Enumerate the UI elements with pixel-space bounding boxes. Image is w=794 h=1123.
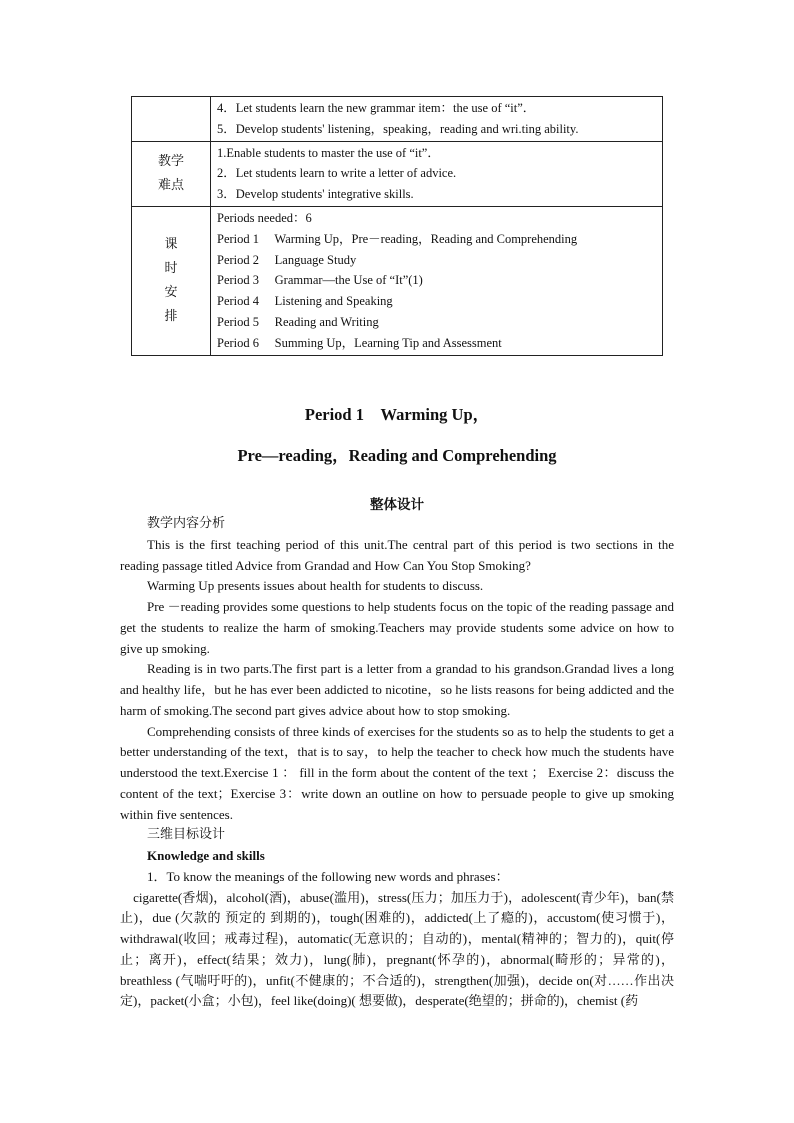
period-title-line1: Period 1 Warming Up，	[304, 405, 490, 424]
body-text	[120, 514, 674, 1012]
table-line: Period 5 Reading and Writing	[217, 314, 379, 329]
table-line: Period 4 Listening and Speaking	[217, 294, 393, 309]
table-content-cell	[211, 97, 663, 142]
section-title: 整体设计	[370, 497, 424, 513]
table-line: 1.Enable students to master the use of “it”．	[217, 145, 440, 160]
goals-heading: 三维目标设计	[147, 827, 226, 843]
paragraph: Reading is in two parts.The first part is a letter from a grandad to his grandson.Grandad lives a long and healthy life，but he has ever been addicted to nicotine，so he lists reasons for being addicted and the harm of smoking.The second part gives advice about how to stop smoking.	[120, 661, 674, 718]
table-label-cell	[132, 141, 211, 206]
label-char: 排	[164, 308, 178, 324]
label-char: 教学	[157, 153, 184, 169]
list-item: 1．To know the meanings of the following new words and phrases：	[147, 868, 509, 884]
table-line: Period 3 Grammar—the Use of “It”(1)	[217, 273, 423, 288]
table-line: Period 6 Summing Up，Learning Tip and Assessment	[217, 335, 502, 350]
table-label-cell	[132, 206, 211, 355]
table-line: Period 2 Language Study	[217, 252, 357, 267]
table-line: 2．Let students learn to write a letter of advice.	[217, 166, 457, 181]
knowledge-skills-heading: Knowledge and skills	[147, 848, 265, 863]
analysis-heading: 教学内容分析	[147, 516, 226, 531]
table-content-cell	[211, 206, 663, 355]
paragraph: This is the first teaching period of this unit.The central part of this period is two sections in the reading passage titled Advice from Grandad and How Can You Stop Smoking?	[120, 536, 674, 573]
vocabulary-list: cigarette(香烟)，alcohol(酒)，abuse(滥用)，stress(压力；加压力于)，adolescent(青少年)，ban(禁止)，due (欠款的 预定的 到期的)，tough(困难的)，addicted(上了瘾的)，accustom(使习惯于)，withdrawal(收回；戒毒过程)，automatic(无意识的；自动的)，mental(精神的；智力的)，quit(停止；离开)，effect(结果；效力)，lung(肺)，pregnant(怀孕的)，abnormal(畸形的；异常的)，breathless (气喘吁吁的)，unfit(不健康的；不合适的)，strengthen(加强)，decide on(对……作出决定)，packet(小盒；小包)，feel like(doing)( 想要做)，desperate(绝望的；拼命的)，chemist (药	[120, 889, 674, 1009]
table-line: 5．Develop students' listening，speaking，reading and wri.ting ability.	[217, 121, 579, 136]
table-line: 3．Develop students' integrative skills.	[217, 187, 414, 202]
label-char: 时	[164, 260, 178, 276]
table-row	[132, 141, 663, 206]
table-line: Periods needed：6	[217, 210, 312, 225]
label-char: 安	[164, 284, 178, 300]
teaching-plan-table	[131, 96, 663, 356]
paragraph: Pre －reading provides some questions to help students focus on the topic of the reading passage and get the students to realize the harm of smoking.Teachers may provide students some advice on how to give up smoking.	[120, 599, 674, 656]
period-title-line2: Pre—reading，Reading and Comprehending	[237, 446, 557, 465]
table-row	[132, 206, 663, 355]
table-line: 4．Let students learn the new grammar item：the use of “it”．	[217, 101, 536, 115]
table-row	[132, 97, 663, 142]
table-content-cell	[211, 141, 663, 206]
label-char: 难点	[157, 177, 184, 193]
table-label-cell	[132, 97, 211, 142]
paragraph: Comprehending consists of three kinds of exercises for the students so as to help the students to get a better understanding of the text，that is to say，to help the teacher to check how much the students have understood the text.Exercise 1 ： fill in the form about the content of the text ； Exercise 2：discuss the content of the text；Exercise 3：write down an outline on how to persuade people to give up smoking within five sentences.	[120, 723, 674, 822]
paragraph: Warming Up presents issues about health for students to discuss.	[147, 578, 484, 594]
table-line: Period 1 Warming Up，Pre－reading，Reading and Comprehending	[217, 231, 578, 246]
label-char: 课	[164, 236, 178, 252]
